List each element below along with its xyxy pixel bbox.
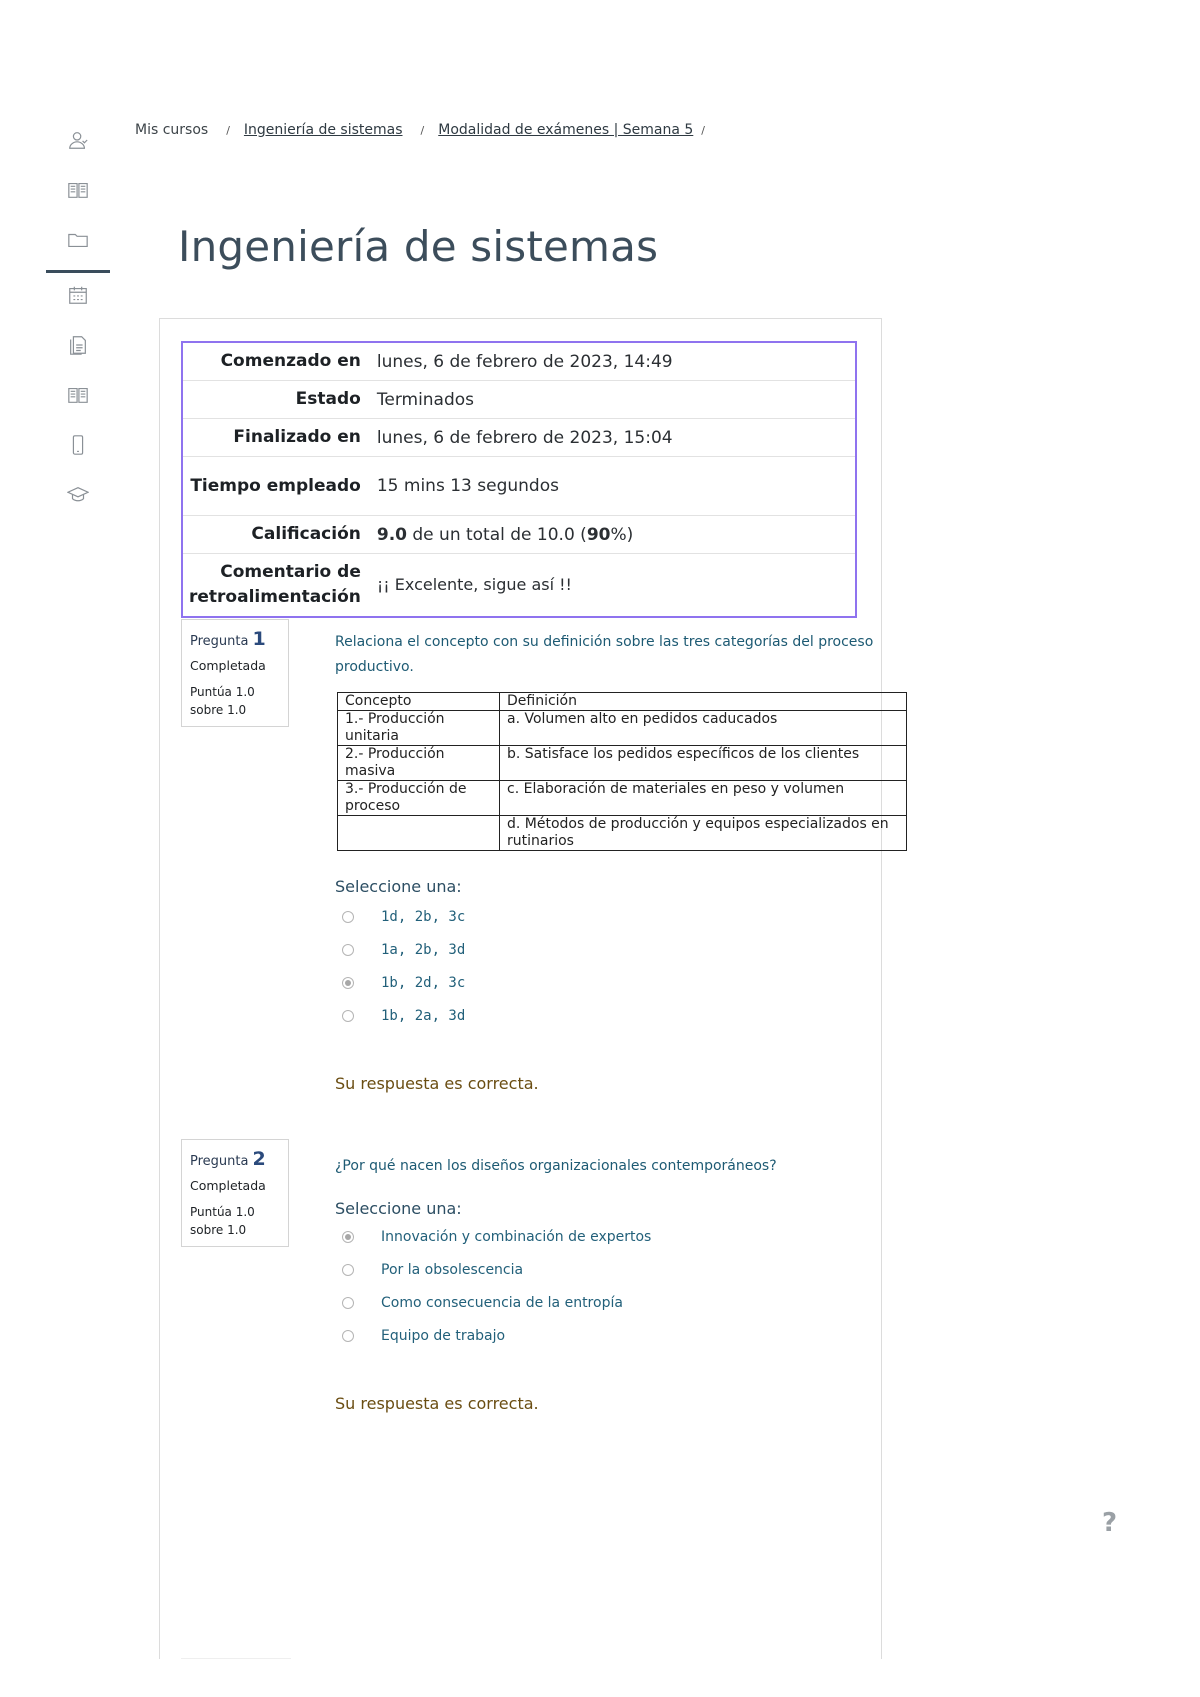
- answer-label: Por la obsolescencia: [381, 1261, 524, 1278]
- question-info-1: [181, 619, 289, 727]
- answer-feedback: Su respuesta es correcta.: [335, 1394, 539, 1413]
- summary-row-started: [182, 342, 856, 381]
- summary-label: Calificación: [251, 524, 361, 544]
- breadcrumb-separator: /: [701, 124, 706, 137]
- answer-label: 1d, 2b, 3c: [381, 908, 466, 925]
- table-cell: d. Métodos de producción y equipos especializados en rutinarios: [500, 816, 907, 851]
- radio-button[interactable]: [342, 944, 354, 956]
- summary-label: Estado: [295, 389, 361, 409]
- help-button[interactable]: ?: [1102, 1508, 1118, 1538]
- question-number: 1: [252, 628, 266, 650]
- summary-row-time-taken: [182, 457, 856, 516]
- table-row: [338, 746, 907, 781]
- answer-label: Innovación y combinación de expertos: [381, 1228, 652, 1245]
- summary-row-finished: [182, 419, 856, 457]
- summary-label: Finalizado en: [233, 427, 361, 447]
- radio-button-selected[interactable]: [342, 977, 354, 989]
- summary-value: lunes, 6 de febrero de 2023, 14:49: [376, 351, 673, 372]
- question-state: Completada: [190, 1178, 266, 1193]
- answer-label: Equipo de trabajo: [381, 1327, 506, 1344]
- table-header-row: [338, 693, 907, 711]
- mobile-icon[interactable]: [46, 425, 110, 465]
- question-text: ¿Por qué nacen los diseños organizacionales contemporáneos?: [335, 1158, 777, 1174]
- table-row: [338, 816, 907, 851]
- answer-option[interactable]: [335, 999, 880, 1032]
- select-prompt: Seleccione una:: [335, 1199, 462, 1218]
- folder-icon[interactable]: [46, 220, 110, 260]
- question-text: Relaciona el concepto con su definición sobre las tres categorías del proceso productivo.: [335, 634, 874, 675]
- radio-button[interactable]: [342, 1010, 354, 1022]
- summary-value: ¡¡ Excelente, sigue así !!: [376, 575, 572, 594]
- question-content-2: [335, 1154, 880, 1413]
- nav-active-indicator: [46, 270, 110, 273]
- book-icon[interactable]: [46, 170, 110, 210]
- question-label: Pregunta: [190, 1154, 249, 1169]
- summary-label: Tiempo empleado: [190, 475, 361, 496]
- summary-label: Comenzado en: [220, 351, 361, 371]
- page-title: Ingeniería de sistemas: [178, 222, 659, 271]
- select-prompt: Seleccione una:: [335, 877, 462, 896]
- answer-option[interactable]: [335, 966, 880, 999]
- graduation-cap-icon[interactable]: [46, 475, 110, 515]
- radio-button[interactable]: [342, 1264, 354, 1276]
- table-cell: 1.- Producción unitaria: [338, 711, 500, 746]
- user-icon[interactable]: [46, 120, 110, 160]
- answer-label: 1a, 2b, 3d: [381, 941, 466, 958]
- answer-option[interactable]: [335, 1253, 880, 1286]
- table-cell: 3.- Producción de proceso: [338, 781, 500, 816]
- summary-label: Comentario de retroalimentación: [189, 562, 361, 607]
- summary-value: lunes, 6 de febrero de 2023, 15:04: [376, 427, 673, 448]
- answer-option[interactable]: [335, 900, 880, 933]
- answer-label: 1b, 2a, 3d: [381, 1007, 466, 1024]
- question-state: Completada: [190, 658, 266, 673]
- radio-button-selected[interactable]: [342, 1231, 354, 1243]
- answer-option[interactable]: [335, 1220, 880, 1253]
- summary-row-state: [182, 381, 856, 419]
- breadcrumb-separator: /: [420, 124, 425, 137]
- breadcrumb: [135, 122, 719, 138]
- table-cell: 2.- Producción masiva: [338, 746, 500, 781]
- answer-option[interactable]: [335, 1319, 880, 1352]
- summary-row-feedback: [182, 554, 856, 618]
- documents-icon[interactable]: [46, 325, 110, 365]
- summary-row-grade: [182, 516, 856, 554]
- matching-table: [337, 692, 907, 851]
- table-cell: a. Volumen alto en pedidos caducados: [500, 711, 907, 746]
- table-cell: [338, 816, 500, 851]
- breadcrumb-separator: /: [226, 124, 230, 137]
- question-content-1: [335, 630, 889, 1093]
- summary-value: Terminados: [376, 389, 475, 410]
- question-grade: Puntúa 1.0 sobre 1.0: [190, 1205, 255, 1237]
- summary-value: [369, 516, 856, 554]
- grade-text: de un total de 10.0 (: [406, 524, 587, 545]
- table-cell: b. Satisface los pedidos específicos de los clientes: [500, 746, 907, 781]
- calendar-icon[interactable]: [46, 275, 110, 315]
- book-open-icon[interactable]: [46, 375, 110, 415]
- answer-option[interactable]: [335, 933, 880, 966]
- table-row: [338, 711, 907, 746]
- breadcrumb-item-course[interactable]: Ingeniería de sistemas: [243, 122, 403, 138]
- answer-feedback: Su respuesta es correcta.: [335, 1074, 539, 1093]
- radio-button[interactable]: [342, 1330, 354, 1342]
- summary-value: 15 mins 13 segundos: [376, 476, 559, 496]
- question-grade: Puntúa 1.0 sobre 1.0: [190, 685, 255, 717]
- divider: [181, 1658, 291, 1659]
- question-number: 2: [252, 1148, 266, 1170]
- grade-text-end: %): [610, 524, 634, 545]
- question-info-2: [181, 1139, 289, 1247]
- table-header: Concepto: [338, 693, 500, 711]
- radio-button[interactable]: [342, 911, 354, 923]
- answer-option[interactable]: [335, 1286, 880, 1319]
- breadcrumb-item-section[interactable]: Modalidad de exámenes | Semana 5: [438, 122, 694, 138]
- answer-label: Como consecuencia de la entropía: [381, 1294, 623, 1311]
- grade-percent: 90: [586, 524, 611, 545]
- question-label: Pregunta: [190, 634, 249, 649]
- table-row: [338, 781, 907, 816]
- breadcrumb-item-my-courses[interactable]: Mis cursos: [135, 122, 209, 138]
- grade-score: 9.0: [376, 524, 407, 545]
- radio-button[interactable]: [342, 1297, 354, 1309]
- table-header: Definición: [500, 693, 907, 711]
- table-cell: c. Elaboración de materiales en peso y volumen: [500, 781, 907, 816]
- answer-label: 1b, 2d, 3c: [381, 974, 466, 991]
- attempt-summary-table: [181, 341, 857, 618]
